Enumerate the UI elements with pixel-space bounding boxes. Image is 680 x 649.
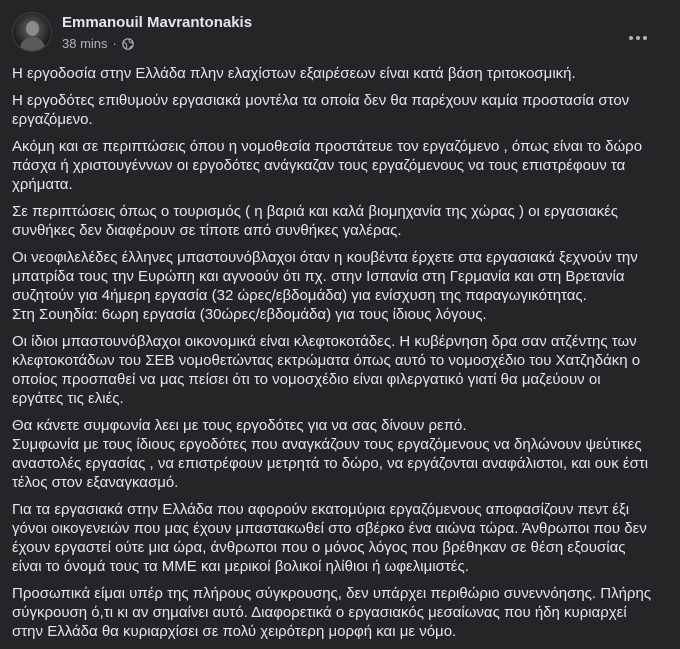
meta-separator: · [112,36,117,51]
post-paragraph: Οι ίδιοι μπαστουνόβλαχοι οικονομικά είναι κλεφτοκοτάδες. Η κυβέρνηση δρα σαν ατζέντης των κλεφτοκοτάδων του ΣΕΒ νομοθετώντας εκτρώματα όπως αυτό το νομοσχέδιο του Χατζηδάκη ο οποίος προσπαθεί να μας πείσει ότι το νομοσχέδιο είναι φιλεργατικό γιατί θα μαζεύουν οι εργάτες τις ελιές. [12,333,641,407]
post-paragraph: Συμφωνία με τους ίδιους εργοδότες που αναγκάζουν τους εργαζόμενους να δηλώνουν ψεύτικες αναστολές εργασίας , να επιστρέφουν μετρητά το δώρο, να εργάζονται αναφάλιστοι, και ουκ έστι τέλος στον εξαναγκασμό. [12,436,649,491]
avatar[interactable] [12,12,52,52]
more-options-icon [629,36,647,40]
avatar-head-shape [26,21,39,36]
post-header [12,12,668,56]
more-options-button[interactable] [620,20,656,56]
post-paragraph: Προσωπικά είμαι υπέρ της πλήρους σύγκρουσης, δεν υπάρχει περιθώριο συνεννόησης. Πλήρης σύγκρουση ό,τι κι αν σημαίνει αυτό. Διαφορετικά ο εργασιακός μεσαίωνας που ήδη κυριαρχεί στην Ελλάδα θα κυριαρχίσει σε πολύ χειρότερη μορφή και με νόμο. [12,585,652,640]
post-body [12,64,652,649]
post-paragraph: Στη Σουηδία: 6ωρη εργασία (30ώρες/εβδομάδα) για τους ίδιους λόγους. [12,306,487,323]
post-paragraph: Η εργοδοσία στην Ελλάδα πλην ελαχίστων εξαιρέσεων είναι κατά βάση τριτοκοσμική. [12,65,576,82]
post-paragraph: Ακόμη και σε περιπτώσεις όπου η νομοθεσία προστάτευε τον εργαζόμενο , όπως είναι το δώρο πάσχα ή χριστουγέννων οι εργοδότες ανάγκαζαν τους εργαζόμενους να τους επιστρέφουν τα χρήματα. [12,138,643,193]
post-timestamp[interactable]: 38 mins [62,36,108,51]
post-meta [62,36,134,51]
post-paragraph: Θα κάνετε συμφωνία λεει με τους εργοδότες για να σας δίνουν ρεπό. [12,417,467,434]
avatar-shoulders-shape [20,37,45,52]
post-paragraph: Η εργοδότες επιθυμούν εργασιακά μοντέλα τα οποία δεν θα παρέχουν καμία προστασία στον εργαζόμενο. [12,92,630,128]
post-paragraph: Σε περιπτώσεις όπως ο τουρισμός ( η βαριά και καλά βιομηχανία της χώρας ) οι εργασιακές συνθήκες δεν διαφέρουν σε τίποτε από συνθήκες γαλέρας. [12,203,619,239]
post-paragraph: Οι νεοφιλελέδες έλληνες μπαστουνόβλαχοι όταν η κουβέντα έρχετε στα εργασιακά ξεχνούν την μπατρίδα τους την Ευρώπη και αγνοούν ότι πχ. στην Ισπανία στη Γερμανία και στη Βρετανία συζητούν για 4ήμερη εργασία (32 ώρες/εβδομάδα) για ενίσχυση της παραγωγικότητας. [12,249,638,304]
author-name[interactable]: Emmanouil Mavrantonakis [62,14,253,31]
globe-icon[interactable] [122,38,134,50]
post-paragraph: Για τα εργασιακά στην Ελλάδα που αφορούν εκατομύρια εργαζόμενους αποφασίζουν πεντ έξι γόνοι οικογενειών που μας έχουν μπαστακωθεί στο σβέρκο ένα αιώνα τώρα. Άνθρωποι που δεν έχουν εργαστεί ούτε μια ώρα, άνθρωποι που ο μόνος λόγος που βρέθηκαν σε θέση εξουσίας είναι το όνομά τους τα ΜΜΕ και μερικοί βολικοί ηλίθιοι ή ωφελιμιστές. [12,501,647,575]
